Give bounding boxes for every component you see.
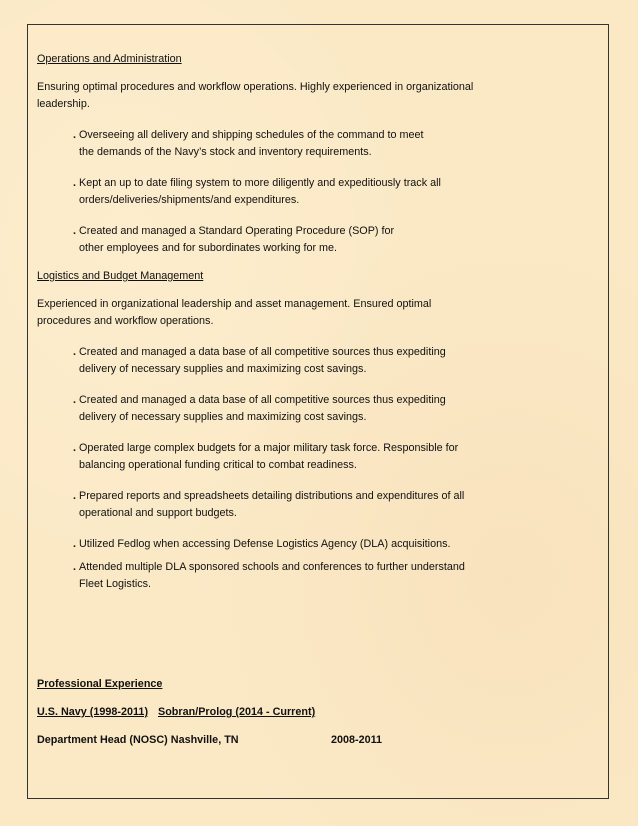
bullet-dot: .	[73, 177, 76, 189]
ops-bullet-text: Created and managed a Standard Operating Procedure (SOP) for other employees and for subordinates working for me.	[79, 225, 395, 254]
position-dates: 2008-2011	[331, 734, 383, 746]
logistics-intro: Experienced in organizational leadership and asset management. Ensured optimal procedures and workflow operations.	[37, 298, 432, 327]
logistics-bullet	[73, 488, 469, 522]
bullet-dot: .	[73, 442, 76, 454]
bullet-dot: .	[73, 129, 76, 141]
logistics-bullet-text: Operated large complex budgets for a major military task force. Responsible for balancing operational funding critical to combat readiness.	[79, 442, 459, 471]
ops-bullet	[73, 223, 419, 257]
ops-bullet	[73, 127, 439, 161]
logistics-bullet-text: Attended multiple DLA sponsored schools and conferences to further understand Fleet Logistics.	[79, 561, 465, 590]
employer-sobran: Sobran/Prolog (2014 - Current)	[158, 706, 316, 718]
experience-section-title: Professional Experience	[37, 678, 163, 690]
ops-intro: Ensuring optimal procedures and workflow operations. Highly experienced in organizational leadership.	[37, 81, 474, 110]
ops-section-title: Operations and Administration	[37, 53, 182, 65]
employers-row	[37, 704, 507, 721]
ops-bullet	[73, 175, 449, 209]
position-row	[37, 732, 507, 749]
bullet-dot: .	[73, 394, 76, 406]
ops-bullet-text: Kept an up to date filing system to more diligently and expeditiously track all orders/deliveries/shipments/and expenditures.	[79, 177, 441, 206]
logistics-section-title: Logistics and Budget Management	[37, 270, 204, 282]
bullet-dot: .	[73, 346, 76, 358]
position-title: Department Head (NOSC) Nashville, TN	[37, 734, 239, 746]
employer-navy: U.S. Navy (1998-2011)	[37, 706, 149, 718]
logistics-bullet	[73, 440, 469, 474]
logistics-bullet	[73, 559, 479, 593]
logistics-bullet-text: Created and managed a data base of all competitive sources thus expediting delivery of necessary supplies and maximizing cost savings.	[79, 346, 446, 375]
logistics-bullet-text: Utilized Fedlog when accessing Defense Logistics Agency (DLA) acquisitions.	[79, 538, 451, 550]
logistics-bullet-text: Created and managed a data base of all competitive sources thus expediting delivery of necessary supplies and maximizing cost savings.	[79, 394, 446, 423]
logistics-bullet-text: Prepared reports and spreadsheets detailing distributions and expenditures of all operational and support budgets.	[79, 490, 465, 519]
resume-content	[37, 51, 507, 749]
logistics-bullet	[73, 344, 449, 378]
bullet-dot: .	[73, 538, 76, 550]
bullet-dot: .	[73, 561, 76, 573]
bullet-dot: .	[73, 490, 76, 502]
bullet-dot: .	[73, 225, 76, 237]
ops-bullet-text: Overseeing all delivery and shipping schedules of the command to meet the demands of the Navy’s stock and inventory requirements.	[79, 129, 424, 158]
logistics-bullet	[73, 536, 499, 553]
logistics-bullet	[73, 392, 449, 426]
